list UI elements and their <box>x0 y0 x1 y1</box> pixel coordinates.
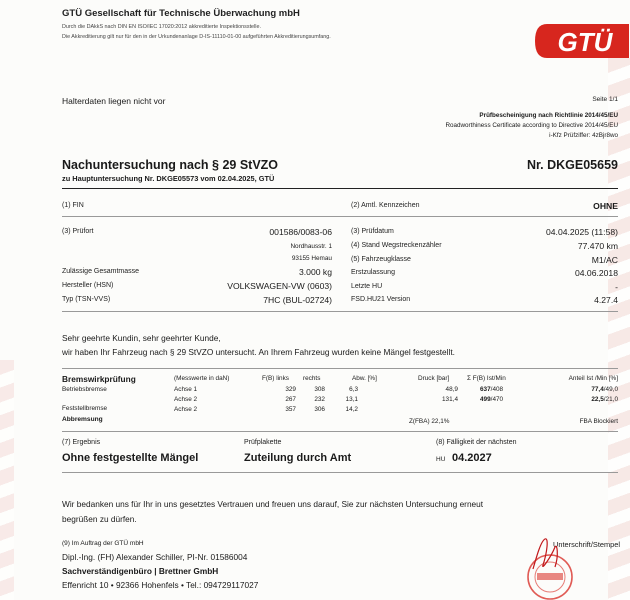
deviation-cell: 14,2 <box>345 406 358 413</box>
vehicle-class-value: M1/AC <box>591 255 618 265</box>
kfz-check-code: i-Kfz Prüfziffer: 4zBjr8wo <box>549 132 618 139</box>
engineer-name: Dipl.-Ing. (FH) Alexander Schiller, PI-Nr. 01586004 <box>62 552 248 562</box>
sum-min-cell: /408 <box>490 386 504 393</box>
gtu-logo-icon <box>533 20 629 62</box>
fsd-version-value: 4.27.4 <box>594 295 618 305</box>
share-ist-cell: 77,4 <box>591 386 604 393</box>
result-value: Ohne festgestellte Mängel <box>62 452 199 464</box>
fsd-version-label: FSD.HU21 Version <box>351 296 411 303</box>
sum-min-cell: /470 <box>490 396 504 403</box>
test-site-label: (3) Prüfort <box>62 228 94 235</box>
divider <box>62 472 618 473</box>
type-value: 7HC (BUL-02724) <box>263 295 332 305</box>
manufacturer-value: VOLKSWAGEN-VW (0603) <box>227 281 332 291</box>
last-hu-label: Letzte HU <box>351 283 383 290</box>
logo-text: GTÜ <box>557 27 613 57</box>
left-force-cell: 267 <box>285 396 296 403</box>
abbremsung-label: Abbremsung <box>62 416 103 423</box>
brake-col-share: Anteil Ist /Min [%] <box>568 375 618 382</box>
brake-test-title: Bremswirkprüfung <box>62 374 136 384</box>
z-fba-value: Z(FBA) 22,1% <box>409 418 450 425</box>
watermark-pattern <box>608 58 630 600</box>
accreditation-line: Die Akkreditierung gilt nur für den in der Urkundenanlage D-IS-11110-01-00 aufgeführten Akkreditierungsumfang. <box>62 34 331 40</box>
organization-name: GTÜ Gesellschaft für Technische Überwachung mbH <box>62 8 300 19</box>
inspection-sticker-label: Prüfplakette <box>244 439 282 446</box>
greeting-salutation: Sehr geehrte Kundin, sehr geehrter Kunde, <box>62 333 221 343</box>
divider <box>62 431 618 432</box>
share-ist-cell: 22,5 <box>591 396 604 403</box>
sum-ist-cell: 499 <box>480 396 491 403</box>
brake-unit-note: (Messwerte in daN) <box>174 375 230 382</box>
plate-label: (2) Amtl. Kennzeichen <box>351 202 420 209</box>
gross-weight-label: Zulässige Gesamtmasse <box>62 268 140 275</box>
service-brake-label: Betriebsbremse <box>62 386 107 393</box>
share-min-cell: /21,0 <box>603 396 618 403</box>
manufacturer-label: Hersteller (HSN) <box>62 282 114 289</box>
axle-cell: Achse 1 <box>174 386 198 393</box>
next-due-prefix: HU <box>436 456 446 463</box>
office-address: Effenricht 10 • 92366 Hohenfels • Tel.: 094729117027 <box>62 580 259 590</box>
signature-icon <box>525 535 565 575</box>
divider <box>62 216 618 217</box>
divider <box>62 311 618 312</box>
document-number: Nr. DKGE05659 <box>526 158 618 172</box>
test-date-value: 04.04.2025 (11:58) <box>546 227 618 237</box>
divider <box>62 188 618 189</box>
last-hu-value: - <box>615 282 618 292</box>
parking-brake-label: Feststellbremse <box>62 405 108 412</box>
divider <box>62 368 618 369</box>
share-min-cell: /49,0 <box>603 386 618 393</box>
pressure-cell: 48,9 <box>445 386 458 393</box>
axle-cell: Achse 2 <box>174 396 198 403</box>
deviation-cell: 6,3 <box>349 386 358 393</box>
accreditation-line: Durch die DAkkS nach DIN EN ISO/IEC 17020:2012 akkreditierte Inspektionsstelle. <box>62 24 261 30</box>
sum-ist-cell: 637 <box>480 386 491 393</box>
on-behalf-label: (9) Im Auftrag der GTÜ mbH <box>62 540 144 547</box>
plate-value: OHNE <box>593 201 618 211</box>
odometer-value: 77.470 km <box>577 241 618 251</box>
axle-cell: Achse 2 <box>174 406 198 413</box>
greeting-message: wir haben Ihr Fahrzeug nach § 29 StVZO untersucht. An Ihrem Fahrzeug wurden keine Mängel festgestellt. <box>62 347 455 357</box>
gross-weight-value: 3.000 kg <box>299 267 332 277</box>
closing-text: begrüßen zu dürfen. <box>62 514 137 524</box>
brake-col-deviation: Abw. [%] <box>352 375 377 382</box>
fin-label: (1) FIN <box>62 202 84 209</box>
right-force-cell: 232 <box>314 396 325 403</box>
page-number: Seite 1/1 <box>592 96 618 103</box>
pressure-cell: 131,4 <box>442 396 458 403</box>
brake-col-right: rechts <box>303 375 321 382</box>
inspection-sticker-value: Zuteilung durch Amt <box>244 452 352 464</box>
test-site-id: 001586/0083-06 <box>269 227 332 237</box>
fba-status: FBA Blockiert <box>579 418 618 425</box>
test-date-label: (3) Prüfdatum <box>351 228 394 235</box>
report-subtitle: zu Hauptuntersuchung Nr. DKGE05573 vom 02.04.2025, GTÜ <box>62 174 275 183</box>
signature-label: Unterschrift/Stempel <box>553 540 620 549</box>
right-force-cell: 308 <box>314 386 325 393</box>
first-registration-label: Erstzulassung <box>351 269 395 276</box>
vehicle-class-label: (5) Fahrzeugklasse <box>351 256 411 263</box>
test-site-street: Nordhausstr. 1 <box>290 243 332 250</box>
brake-col-left: F(B) links <box>262 375 289 382</box>
certificate-title-de: Prüfbescheinigung nach Richtlinie 2014/45/EU <box>479 112 618 119</box>
certificate-title-en: Roadworthiness Certificate according to Directive 2014/45/EU <box>445 122 618 129</box>
brake-col-sum: Σ F(B) Ist/Min <box>467 375 506 382</box>
odometer-label: (4) Stand Wegstreckenzähler <box>351 242 442 249</box>
first-registration-value: 04.06.2018 <box>574 268 618 278</box>
type-label: Typ (TSN-VVS) <box>62 296 111 303</box>
holder-note: Halterdaten liegen nicht vor <box>62 96 166 106</box>
test-site-city: 93155 Hemau <box>291 255 332 262</box>
report-title: Nachuntersuchung nach § 29 StVZO <box>62 158 279 172</box>
office-name: Sachverständigenbüro | Brettner GmbH <box>62 566 219 576</box>
closing-text: Wir bedanken uns für Ihr in uns gesetztes Vertrauen und freuen uns darauf, Sie zur nächsten Untersuchung erneut <box>62 499 484 509</box>
left-force-cell: 329 <box>285 386 296 393</box>
deviation-cell: 13,1 <box>345 396 358 403</box>
result-label: (7) Ergebnis <box>62 439 101 446</box>
right-force-cell: 306 <box>314 406 325 413</box>
next-due-label: (8) Fälligkeit der nächsten <box>436 439 517 446</box>
next-due-value: 04.2027 <box>452 452 492 464</box>
brake-col-pressure: Druck [bar] <box>418 375 450 382</box>
left-force-cell: 357 <box>285 406 296 413</box>
watermark-pattern <box>0 360 14 600</box>
